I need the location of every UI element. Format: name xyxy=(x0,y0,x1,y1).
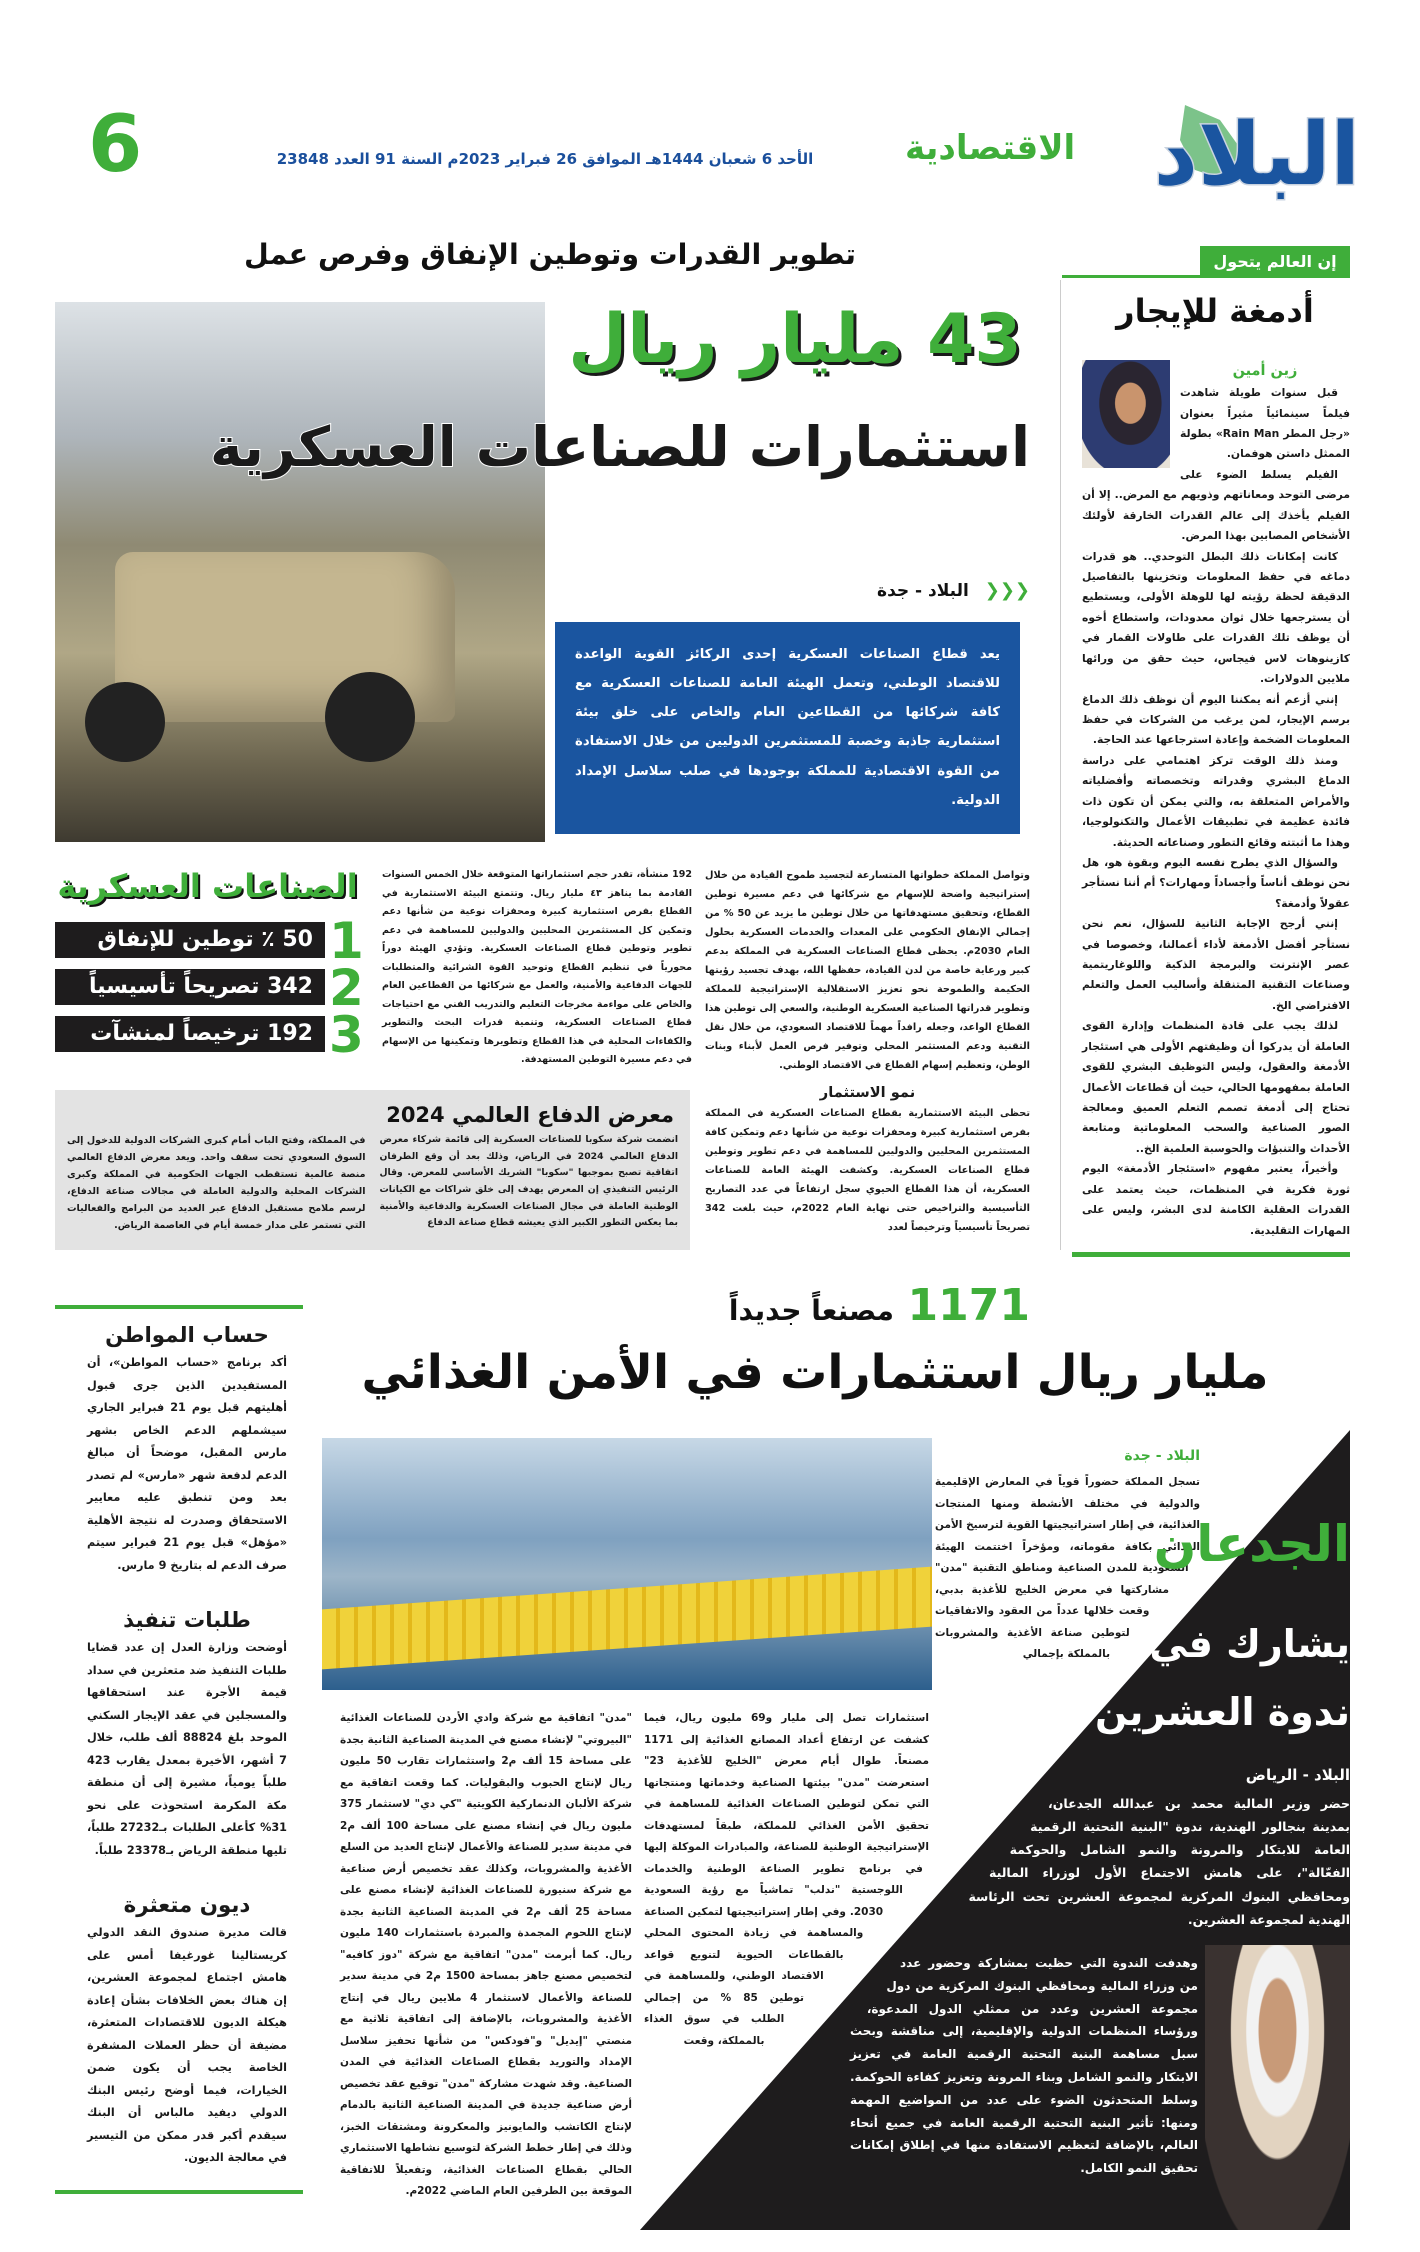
factbox-item xyxy=(55,912,365,970)
article-column: 192 منشأة، تقدر حجم استثماراتها المتوقعة خلال الخمس السنوات القادمة بما يناهز ٤٣ مليار ريال. وتتمتع البيئة الاستثمارية في القطاع بفرص استثمارية كبيرة ومحفزات نوعية من شأنها دعم وتمكين كل المستثمرين المحليين والدوليين للمساهمة في دعم تطوير وتوطين قطاع الصناعات العسكرية. وتؤدي الهيئة دوراً محورياً في تنظيم القطاع وتوحيد القوة الشرائية والمتطلبات للجهات الدفاعية والأمنية، والعمل مع شركائها من القطاعين العام والخاص على مواءمة مخرجات التعليم والتدريب الفني مع احتياجات قطاع الصناعات العسكرية، وتنمية قدرات البحث والتطوير والكفاءات المحلية في هذا القطاع وتطويرها وتمكينها من الإسهام في دعم مسيرة التوطين المستهدفة. xyxy=(382,869,692,1066)
section-name: الاقتصادية xyxy=(905,128,1076,168)
g20-byline: البلاد - الرياض xyxy=(1245,1766,1350,1784)
sidebar-box xyxy=(55,1090,690,1250)
article-column: "مدن" اتفاقية مع شركة وادي الأردن للصناعات الغذائية "البيروتي" لإنشاء مصنع في المدينة الصناعية الثانية بجدة على مساحة 15 ألف م2 واستثمارات تقارب 50 مليون ريال لإنتاج الحبوب والبقوليات. كما وقعت اتفاقية مع شركة الألبان الدنماركية الكويتية "كي دي" لاستثمار 375 مليون ريال في إنشاء مصنع على مساحة 100 ألف م2 في مدينة سدير للصناعة والأعمال لإنتاج العديد من السلع الأغذية والمشروبات، وكذلك عقد تخصيص أرض صناعية مع شركة سنيورة للصناعات الغذائية لإنشاء مصنع على مساحة 25 ألف م2 في المدينة الصناعية الثانية بجدة لإنتاج اللحوم المجمدة والمبردة باستثمارات 140 مليون ريال. كما أبرمت "مدن" اتفاقية مع شركة "دوز كافيه" لتخصيص مصنع جاهز بمساحة 1500 م2 في مدينة سدير للصناعة والأعمال لاستثمار 4 ملايين ريال في إنتاج الأغذية والمشروبات، بالإضافة إلى اتفاقية ثلاثية مع منصتي "إيديل" و"فودكس" من شأنها تحفيز سلاسل الإمداد والتوريد بقطاع الصناعات الغذائية في المدن الصناعية. وقد شهدت مشاركة "مدن" توقيع عقد تخصيص أرض صناعية جديدة في المدينة الصناعية الثانية بالدمام لإنتاج الكاتشب والمايونيز والمعكرونة ومشتقات الخبز، وذلك في إطار خطط الشركة لتوسيع نشاطها الاستثماري الحالي بقطاع الصناعات الغذائية، وتفعيلاً للاتفاقية الموقعة بين الطرفين العام الماضي 2022م. xyxy=(340,1712,633,2198)
headline-main: استثمارات للصناعات العسكرية xyxy=(209,415,1030,479)
column-paragraph: كانت إمكانات ذلك البطل التوحدي.. هو قدرات دماغه في حفظ المعلومات وتخزينها بالتفاصيل الدقيقة لحظة رؤيته لها للوهلة الأولى، ويستطيع أن يسترجعها خلال ثوان معدودات، واستطاع أخوه أن يوظف تلك القدرات على طاولات القمار في كازينوهات لاس فيجاس، حيث حقق من ورائها ملايين الدولارات. xyxy=(1082,549,1350,686)
g20-headline-line: ندوة العشرين xyxy=(1094,1690,1350,1734)
food-kicker xyxy=(640,1280,1030,1331)
sidebar-text: انضمت شركة سكوبا للصناعات العسكرية إلى قائمة شركاء معرض الدفاع العالمي 2024 في الرياض، وذلك بعد أن وقع الطرفان اتفاقية تصبح بموجبها "سكوبا" الشريك الأساسي للمعرض. وقال الرئيس التنفيذي إن المعرض يهدف إلى خلق شراكات مع الكيانات الوطنية العاملة في مجال الصناعات العسكرية والدفاعية والأمنية بما يعكس التطور الكبير الذي يعيشه قطاع صناعة الدفاع xyxy=(379,1134,678,1229)
factbox-list xyxy=(55,912,365,1064)
factbox-number: 2 xyxy=(329,959,364,1017)
food-byline: البلاد - جدة xyxy=(1124,1448,1200,1464)
article-paragraph: وتواصل المملكة خطواتها المتسارعة لتجسيد طموح القيادة من خلال إستراتيجية واضحة للإسهام مع شركائها في دعم مسيرة توطين القطاع، وتحقيق مستهدفاتها من خلال توطين ما يزيد عن 50 % من إجمالي الإنفاق الحكومي على المعدات والخدمات العسكرية بحلول العام 2030م. يحظى قطاع الصناعات العسكرية في المملكة بدعم كبير ورعاية خاصة من لدن القيادة، حفظها الله، بهدف تجسيد رؤيتها الحكيمة والطموحة نحو تعزيز الاستقلالية الإستراتيجية للمملكة وتطوير قدراتها الصناعية العسكرية الوطنية، والسعي إلى توطين هذا القطاع الواعد، وجعله رافداً مهماً للاقتصاد السعودي، من خلال نقل التقنية ودعم المستثمر المحلي وتوفير فرص العمل لأبناء وبنات الوطن، وتعظيم إسهام القطاع في الاقتصاد الوطني. xyxy=(705,870,1030,1071)
factbox-label: توطين للإنفاق xyxy=(97,927,254,952)
subheading: نمو الاستثمار xyxy=(819,1084,916,1102)
brief-body: أكد برنامج «حساب المواطن»، أن المستفيدين الذين جرى قبول أهليتهم قبل يوم 21 فبراير الجاري سيشملهم الدعم الخاص بشهر مارس المقبل، موضحاً أن مبالغ الدعم لدفعة شهر «مارس» لم تصدر بعد ومن تنطبق عليه معايير الاستحقاق وصدرت له نتيجة الأهلية «مؤهل» قبل يوم 21 فبراير سيتم صرف الدعم له بتاريخ 9 مارس. xyxy=(87,1356,287,1572)
author-name: زين أمين xyxy=(1232,363,1298,379)
headline-amount: 43 مليار ريال xyxy=(568,300,1022,379)
column-body xyxy=(1082,360,1350,1242)
g20-paragraph: وهدفت الندوة التي حظيت بمشاركة وحضور عدد من وزراء المالية ومحافظي البنوك المركزية من دول مجموعة العشرين وعدد من ممثلي الدول المدعوة، ورؤساء المنظمات الدولية والإقليمية، إلى مناقشة وبحث سبل مساهمة البنية التحتية الرقمية العامة في تعزيز الابتكار والنمو الشامل وبناء المرونة وتعزيز كفاءة الحوكمة. وسلط المتحدثون الضوء على عدد من المواضيع المهمة ومنها: تأثير البنية التحتية الرقمية العامة في جميع أنحاء العالم، بالإضافة لتعظيم الاستفادة منها في إطلاق إمكانات تحقيق النمو الكامل. xyxy=(850,1956,1198,2176)
author-photo xyxy=(1082,360,1170,468)
brief-body: قالت مديرة صندوق النقد الدولي كريستالينا غورغيفا أمس على هامش اجتماع لمجموعة العشرين، إن هناك بعض الخلافات بشأن إعادة هيكلة الديون للاقتصادات المتعثرة، مضيفة أن حظر العملات المشفرة الخاصة يجب أن يكون ضمن الخيارات، فيما أوضح رئيس البنك الدولي ديفيد مالباس أن البنك سيقدم أكبر قدر ممكن من التيسير في معالجة الديون. xyxy=(87,1926,287,2165)
factbox-label: ترخيصاً لمنشآت xyxy=(90,1021,260,1046)
sidebar-text: في المملكة، وفتح الباب أمام كبرى الشركات الدولية للدخول إلى السوق السعودي تحت سقف واحد. ويعد معرض الدفاع العالمي منصة عالمية تستقطب الجهات الحكومية في المملكة وكبرى الشركات المحلية والدولية العاملة في مجالات صناعة الدفاع، لرسم ملامح مستقبل الدفاع عبر العديد من البرامج والفعاليات التي تستمر على مدار خمسة أيام في العاصمة الرياض. xyxy=(67,1135,366,1232)
masthead-logo xyxy=(1125,100,1360,210)
lead-box xyxy=(555,622,1020,834)
brief-title: ديون متعثرة xyxy=(123,1893,251,1919)
factbox-number: 1 xyxy=(329,912,364,970)
g20-headline-name: الجدعان xyxy=(1153,1515,1350,1573)
briefs-top-rule xyxy=(55,1305,303,1309)
article-kicker: تطوير القدرات وتوطين الإنفاق وفرص عمل xyxy=(244,238,856,271)
factbox-number: 3 xyxy=(329,1006,364,1064)
column-paragraph: لذلك يجب على قادة المنظمات وإدارة القوى العاملة أن يدركوا أن وظيفتهم الأولى هي استئجار الأدمغة والعقول، وليس التوظيف البشري للقوى العاملة بمفهومها الحالي، حيث أن قطاعات الأعمال تحتاج إلى أدمغة تصمم التعلم العميق ومعالجة الصور الصناعية والسحب المعلوماتية ومتابعة الأحداث والتنبؤات والحوسبة العلمية الخ.. xyxy=(1082,1019,1350,1155)
factbox-item xyxy=(55,1006,365,1064)
g20-paragraph-block xyxy=(850,1952,1198,2227)
brief-title: طلبات تنفيذ xyxy=(123,1608,251,1634)
food-factory-photo xyxy=(322,1438,932,1690)
page-number: 6 xyxy=(88,100,143,190)
vehicle-wheel xyxy=(85,682,165,762)
byline-text: البلاد - جدة xyxy=(877,581,969,601)
logo-text: البلاد xyxy=(1153,105,1360,205)
food-headline: مليار ريال استثمارات في الأمن الغذائي xyxy=(361,1345,1269,1400)
g20-headline xyxy=(1080,1610,1350,1746)
brief-title: حساب المواطن xyxy=(105,1323,269,1348)
byline xyxy=(760,580,1030,601)
lead-text: يعد قطاع الصناعات العسكرية إحدى الركائز القوية الواعدة للاقتصاد الوطني، وتعمل الهيئة العامة للصناعات العسكرية مع كافة شركائها من القطاعين العام والخاص على خلق بيئة استثمارية جاذبة وخصبة للمستثمرين الدوليين من خلال الاستفادة من القوة الاقتصادية للمملكة بوجودها في صلب سلاسل الإمداد الدولية. xyxy=(575,647,1000,808)
sidebar-title: معرض الدفاع العالمي 2024 xyxy=(386,1103,674,1127)
bottles-row xyxy=(322,1567,932,1670)
factbox-title: الصناعات العسكرية xyxy=(57,867,358,905)
briefs-bottom-rule xyxy=(55,2190,303,2194)
column-tag-text: إن العالم يتحول xyxy=(1213,252,1337,271)
column-title: أدمغة للإيجار xyxy=(1116,292,1314,330)
column-paragraph: ومنذ ذلك الوقت تركز اهتمامي على دراسة الدماغ البشري وقدراته وتخصصاته وأفضلياته والأمراض المتعلقة به، والتي يمكن أن تكون ذات فائدة عظيمة في تطبيقات الأعمال والتكنولوجيا، وهذا ما أثبتته وقائع التطور وصناعاته الحديثة. xyxy=(1082,753,1350,849)
article-paragraph: استثمارات تصل إلى مليار و69 مليون ريال، فيما كشفت عن ارتفاع أعداد المصانع الغذائية إلى 1171 مصنعاً. طوال أيام معرض "الخليج للأغذية 23" استعرضت "مدن" بيئتها الصناعية وخدماتها ومنتجاتها التي تمكن لتوطين الصناعات الغذائية للمساهمة في تحقيق الأمن الغذائي للمملكة، طبقاً لمستهدفات الإستراتيجية الوطنية للصناعة، والمبادرات الموكلة إليها في برنامج تطوير الصناعة الوطنية والخدمات اللوجستية "ندلب" تماشياً مع رؤية السعودية 2030. وفي إطار إستراتيجيتها لتمكين الصناعة والمساهمة في زيادة المحتوى المحلي بالقطاعات الحيوية لتنويع قواعد الاقتصاد الوطني، وللمساهمة في توطين 85 % من إجمالي الطلب في سوق الغذاء بالمملكة، وقعت xyxy=(644,1712,929,2047)
briefs-column xyxy=(87,1320,287,2182)
minister-photo xyxy=(1205,1945,1350,2230)
kicker-text: مصنعاً جديداً xyxy=(728,1294,894,1327)
factbox-value: 192 xyxy=(267,1021,313,1046)
column-paragraph: والسؤال الذي يطرح نفسه اليوم وبقوة هو، هل نحن نوظف أناساً وأجساداً ومهارات؟ أم أننا نستأجر عقولاً وأدمغة؟ xyxy=(1082,855,1350,910)
column-paragraph: الفيلم يسلط الضوء على مرضى التوحد ومعاناتهم وذويهم مع المرض.. إلا أن الفيلم يأخذك إلى عالم القدرات الخارقة لأولئك الأشخاص المصابين بهذا المرض. xyxy=(1082,467,1350,543)
column-paragraph: وأخيراً، يعتبر مفهوم «استئجار الأدمغة» اليوم ثورة فكرية في المنظمات، حيث يعتمد على القدرات العقلية الكامنة لدى البشر، وليس على المهارات التقليدية. xyxy=(1082,1162,1350,1237)
g20-paragraph: حضر وزير المالية محمد بن عبدالله الجدعان، بمدينة بنجالور الهندية، ندوة "البنية التحتية الرقمية العامة للابتكار والمرونة والنمو الشامل والحوكمة الفعّالة"، على هامش الاجتماع الأول لوزراء المالية ومحافظي البنوك المركزية لمجموعة العشرين تحت الرئاسة الهندية لمجموعة العشرين. xyxy=(968,1796,1350,1927)
column-paragraph: إنني أزعم أنه يمكننا اليوم أن نوظف ذلك الدماغ برسم الإيجار، لمن يرغب من الشركات في حفظ المعلومات الضخمة وإعادة استرجاعها عند الحاجة. xyxy=(1082,692,1350,747)
chevrons-icon: ❮❮❮ xyxy=(984,580,1030,601)
factbox-item xyxy=(55,959,365,1017)
vertical-divider xyxy=(1060,280,1061,1250)
g20-paragraph-block xyxy=(880,1792,1350,1947)
g20-headline-line: يشارك في xyxy=(1149,1622,1350,1666)
date-line: الأحد 6 شعبان 1444هـ الموافق 26 فبراير 2023م السنة 91 العدد 23848 xyxy=(276,150,814,168)
column-tag xyxy=(1200,246,1350,278)
military-vehicles-photo xyxy=(55,302,545,842)
factbox-value: 50 ٪ xyxy=(261,927,313,952)
article-paragraph: تحظى البيئة الاستثمارية بقطاع الصناعات العسكرية في المملكة بفرص استثمارية كبيرة ومحفزات نوعية من شأنها دعم وتمكين كافة المستثمرين المحليين والدوليين للمساهمة في دعم تطوير وتوطين قطاع الصناعات العسكرية. وكشفت الهيئة العامة للصناعات العسكرية، أن هذا القطاع الحيوي سجل ارتفاعاً في عدد التصاريح التأسيسية والتراخيص حتى نهاية العام 2022م، حيث بلغت 342 تصريحاً تأسيسياً وترخيصاً لعدد xyxy=(705,1108,1031,1234)
column-paragraph: إنني أرجح الإجابة الثانية للسؤال، نعم نحن نستأجر أفضل الأدمغة لأداء أعمالنا، وخصوصا في عصر الإنترنت والبرمجة الذكية واللوغاريتمية وصناعات التقنية المتنقلة وأساليب العمل والتعلم الافتراضي الخ. xyxy=(1082,917,1350,1012)
kicker-number: 1171 xyxy=(907,1280,1030,1331)
column-end-rule xyxy=(1072,1252,1350,1257)
vehicle-wheel xyxy=(325,672,415,762)
brief-body: أوضحت وزارة العدل إن عدد قضايا طلبات التنفيذ ضد متعثرين في سداد قيمة الأجرة عند استحقاقها والمسجلين في عقد الإيجار السكني الموحد بلغ 88824 ألف طلب، خلال 7 أشهر، الأخيرة بمعدل يقارب 423 طلباً يومياً، مشيرة إلى أن منطقة مكة المكرمة استحوذت على نحو 31% كأعلى الطلبات بـ27232 طلباً، تليها منطقة الرياض بـ23378 طلباً. xyxy=(87,1641,287,1857)
factbox-label: تصريحاً تأسيسياً xyxy=(88,974,260,999)
factbox-value: 342 xyxy=(267,974,313,999)
column-paragraph: قبل سنوات طويلة شاهدت فيلماً سينمائياً مثيراً بعنوان «رجل المطر Rain Man» بطولة الممثل داستن هوفمان. xyxy=(1180,386,1350,461)
article-column xyxy=(705,866,1030,1256)
food-intro: تسجل المملكة حضوراً قوياً في المعارض الإقليمية والدولية في مختلف الأنشطة ومنها المنتجات الغذائية، في إطار استراتيجيتها القوية لترسيخ الأمن الغذائي بكافة مقوماته، ومؤخراً اختتمت الهيئة السعودية للمدن الصناعية ومناطق التقنية "مدن" مشاركتها في معرض الخليج للأغذية بدبي، وقعت خلالها عدداً من العقود والاتفاقيات لتوطين صناعة الأغذية والمشروبات بالمملكة بإجمالي xyxy=(935,1476,1200,1661)
